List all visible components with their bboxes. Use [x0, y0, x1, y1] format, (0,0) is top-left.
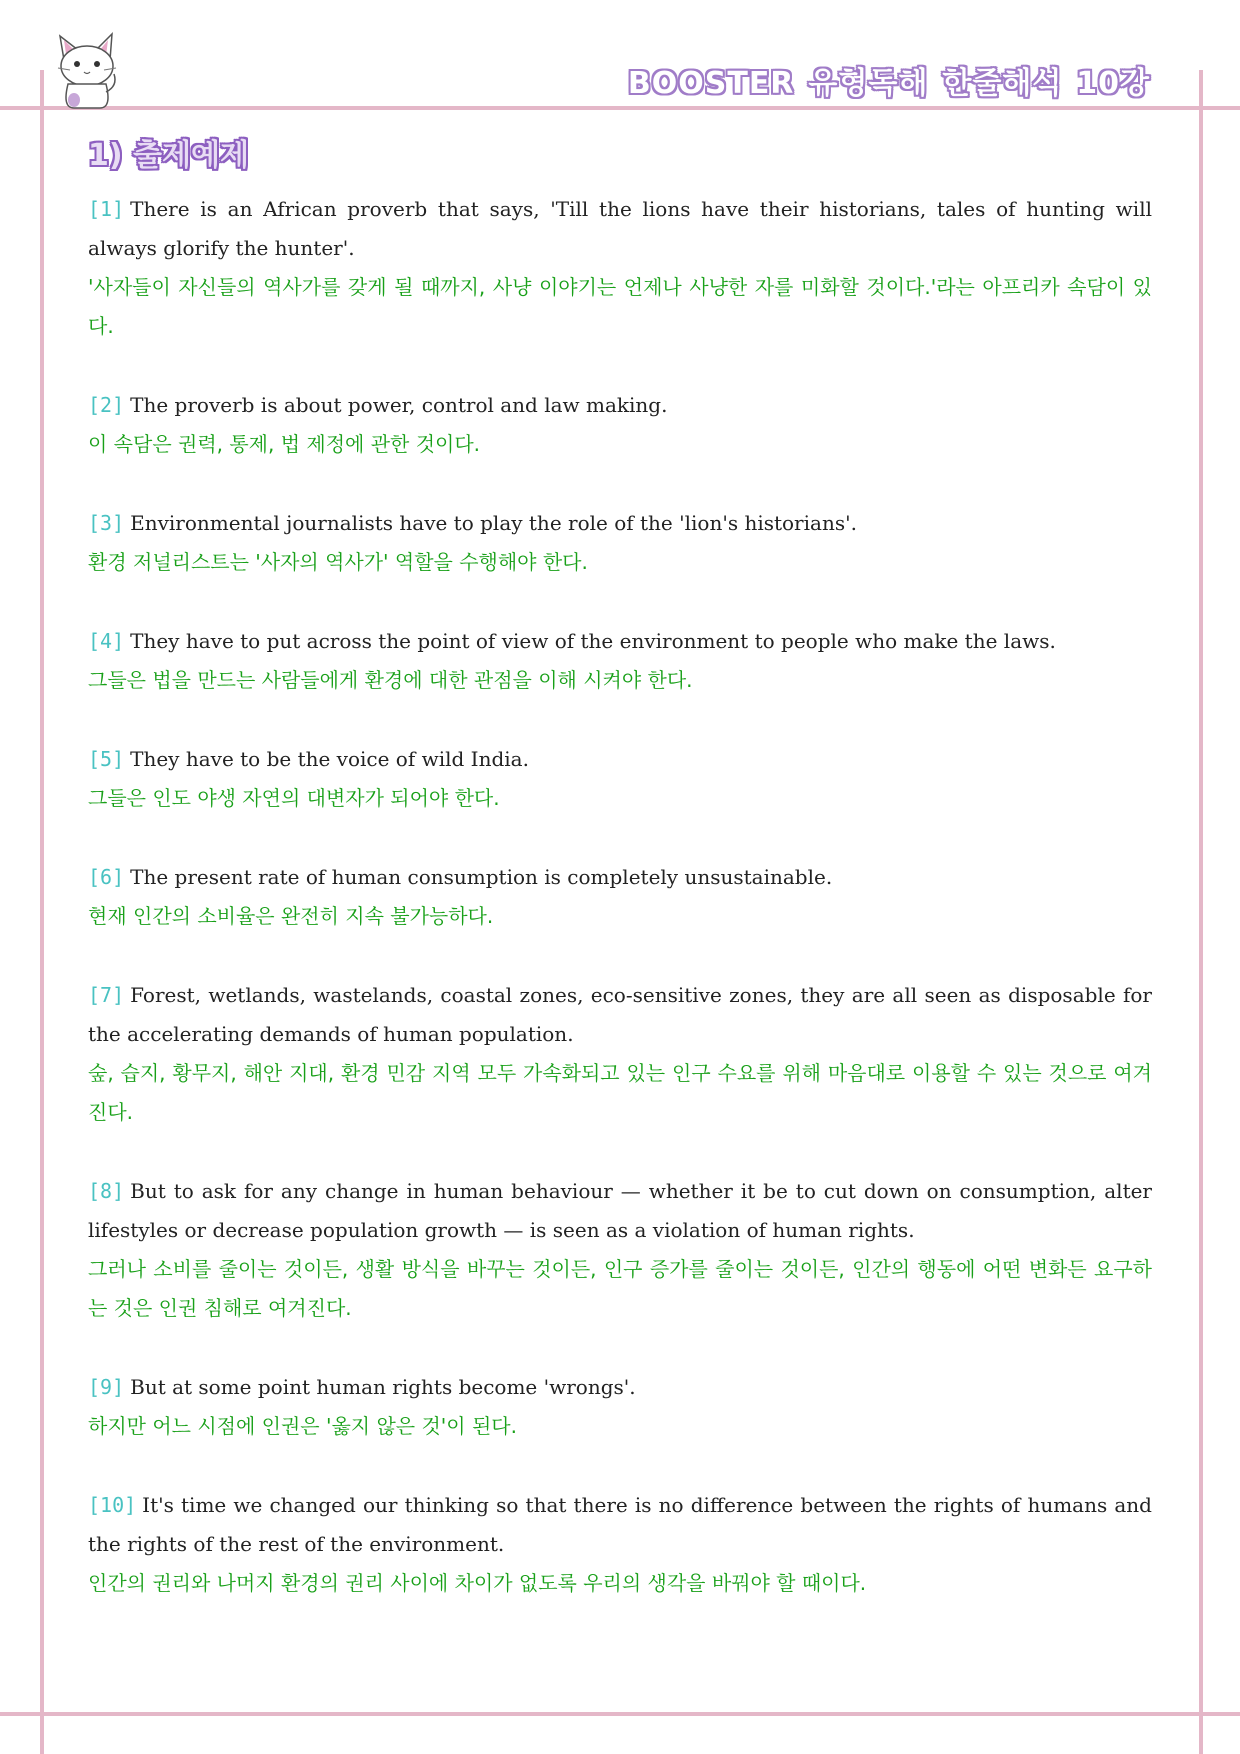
- header-title-lesson: 10강: [1076, 66, 1150, 101]
- english-sentence: [88, 622, 1152, 661]
- header-rule: [0, 106, 1240, 110]
- korean-translation: 환경 저널리스트는 '사자의 역사가' 역할을 수행해야 한다.: [88, 550, 588, 574]
- english-sentence: [88, 1486, 1152, 1564]
- sentence-number: [7]: [88, 983, 125, 1007]
- english-text: But at some point human rights become 'wrongs'.: [130, 1375, 636, 1399]
- korean-translation: 현재 인간의 소비율은 완전히 지속 불가능하다.: [88, 904, 494, 928]
- korean-translation: '사자들이 자신들의 역사가를 갖게 될 때까지, 사냥 이야기는 언제나 사냥한 자를 미화할 것이다.'라는 아프리카 속담이 있다.: [88, 275, 1152, 338]
- sentence-item: [88, 1486, 1152, 1603]
- sentence-number: [10]: [88, 1493, 137, 1517]
- english-sentence: [88, 740, 1152, 779]
- page-border-right: [1199, 70, 1203, 1754]
- english-sentence: [88, 504, 1152, 543]
- english-sentence: [88, 1368, 1152, 1407]
- korean-translation: 인간의 권리와 나머지 환경의 권리 사이에 차이가 없도록 우리의 생각을 바꿔야 할 때이다.: [88, 1571, 867, 1595]
- sentence-list: [88, 190, 1152, 1643]
- english-text: But to ask for any change in human behaviour — whether it be to cut down on consumption, alter lifestyles or decrease population growth — is seen as a violation of human rights.: [88, 1179, 1152, 1242]
- sentence-number: [3]: [88, 511, 125, 535]
- cat-icon: [52, 30, 122, 110]
- section-title: 1) 출제예제: [88, 138, 249, 173]
- sentence-item: [88, 1172, 1152, 1328]
- korean-translation: 숲, 습지, 황무지, 해안 지대, 환경 민감 지역 모두 가속화되고 있는 인구 수요를 위해 마음대로 이용할 수 있는 것으로 여겨진다.: [88, 1061, 1152, 1124]
- sentence-item: [88, 386, 1152, 464]
- sentence-item: [88, 504, 1152, 582]
- korean-translation: 이 속담은 권력, 통제, 법 제정에 관한 것이다.: [88, 432, 481, 456]
- sentence-number: [8]: [88, 1179, 125, 1203]
- english-text: Forest, wetlands, wastelands, coastal zones, eco-sensitive zones, they are all seen as disposable for the accelerating demands of human population.: [88, 983, 1152, 1046]
- header-title-booster: BOOSTER: [627, 66, 795, 101]
- sentence-item: [88, 1368, 1152, 1446]
- english-sentence: [88, 858, 1152, 897]
- header-title-line: 한줄해석: [942, 66, 1063, 101]
- korean-translation: 그들은 인도 야생 자연의 대변자가 되어야 한다.: [88, 786, 500, 810]
- sentence-item: [88, 190, 1152, 346]
- header-title: [628, 58, 1150, 102]
- sentence-number: [4]: [88, 629, 125, 653]
- english-text: It's time we changed our thinking so that there is no difference between the rights of humans and the rights of the rest of the environment.: [88, 1493, 1152, 1556]
- sentence-item: [88, 976, 1152, 1132]
- english-text: They have to be the voice of wild India.: [130, 747, 529, 771]
- sentence-number: [2]: [88, 393, 125, 417]
- english-text: Environmental journalists have to play the role of the 'lion's historians'.: [130, 511, 857, 535]
- sentence-number: [1]: [88, 197, 125, 221]
- english-text: The proverb is about power, control and law making.: [130, 393, 668, 417]
- sentence-item: [88, 622, 1152, 700]
- header-title-type: 유형독해: [808, 66, 929, 101]
- english-sentence: [88, 190, 1152, 268]
- sentence-number: [5]: [88, 747, 125, 771]
- english-text: There is an African proverb that says, 'Till the lions have their historians, tales of hunting will always glorify the hunter'.: [88, 197, 1152, 260]
- sentence-item: [88, 858, 1152, 936]
- english-sentence: [88, 1172, 1152, 1250]
- korean-translation: 그러나 소비를 줄이는 것이든, 생활 방식을 바꾸는 것이든, 인구 증가를 줄이는 것이든, 인간의 행동에 어떤 변화든 요구하는 것은 인권 침해로 여겨진다.: [88, 1257, 1152, 1320]
- english-text: The present rate of human consumption is completely unsustainable.: [130, 865, 833, 889]
- page-border-left: [40, 70, 44, 1754]
- korean-translation: 그들은 법을 만드는 사람들에게 환경에 대한 관점을 이해 시켜야 한다.: [88, 668, 693, 692]
- sentence-item: [88, 740, 1152, 818]
- english-text: They have to put across the point of view of the environment to people who make the laws.: [130, 629, 1056, 653]
- english-sentence: [88, 976, 1152, 1054]
- sentence-number: [6]: [88, 865, 125, 889]
- korean-translation: 하지만 어느 시점에 인권은 '옳지 않은 것'이 된다.: [88, 1414, 517, 1438]
- english-sentence: [88, 386, 1152, 425]
- sentence-number: [9]: [88, 1375, 125, 1399]
- footer-rule: [0, 1712, 1240, 1716]
